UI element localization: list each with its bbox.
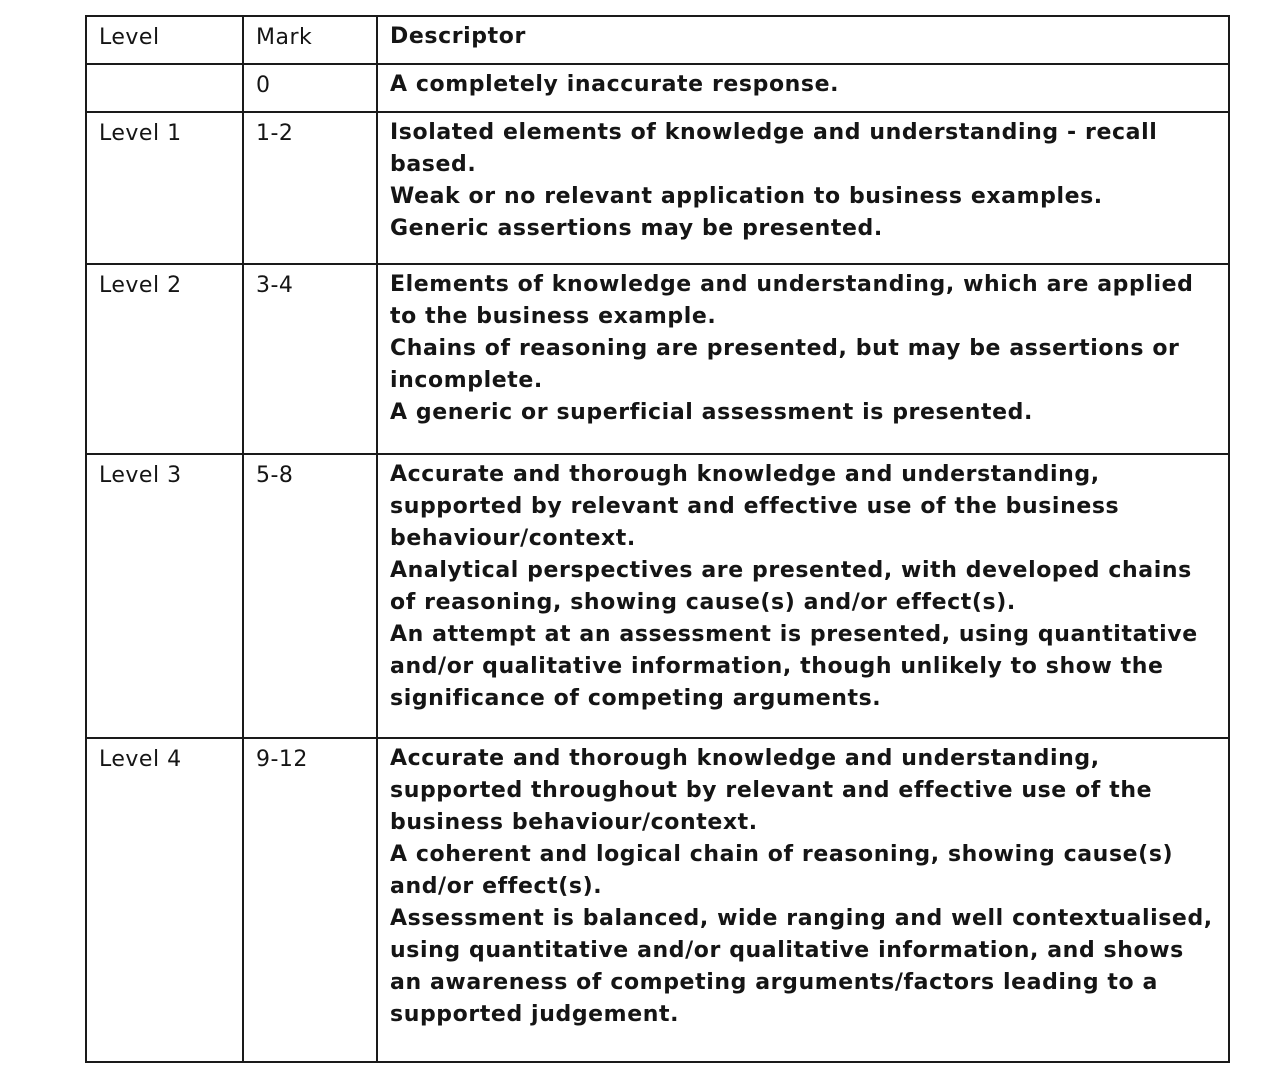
- table-header-row: [86, 16, 1229, 64]
- header-level: Level: [86, 16, 243, 64]
- descriptor-line: Isolated elements of knowledge and understanding - recall based.: [390, 120, 1158, 177]
- mark-cell: 9-12: [243, 738, 377, 1062]
- descriptor-line: Generic assertions may be presented.: [390, 216, 883, 241]
- level-cell: Level 1: [86, 112, 243, 264]
- level-cell: Level 3: [86, 454, 243, 738]
- descriptor-cell: [377, 112, 1229, 264]
- descriptor-line: A completely inaccurate response.: [390, 72, 840, 97]
- level-cell: [86, 64, 243, 112]
- table-row: [86, 264, 1229, 454]
- descriptor-line: Analytical perspectives are presented, with developed chains of reasoning, showing cause(s) and/or effect(s).: [390, 558, 1192, 615]
- header-descriptor-text: Descriptor: [390, 24, 526, 49]
- levels-of-response-sheet: [85, 15, 1228, 1063]
- descriptor-cell: [377, 264, 1229, 454]
- descriptor-line: Weak or no relevant application to business examples.: [390, 184, 1103, 209]
- mark-cell: 1-2: [243, 112, 377, 264]
- descriptor-cell: [377, 454, 1229, 738]
- descriptor-line: Chains of reasoning are presented, but may be assertions or incomplete.: [390, 336, 1180, 393]
- table-row: [86, 64, 1229, 112]
- mark-scheme-table: [85, 15, 1230, 1063]
- table-row: [86, 738, 1229, 1062]
- descriptor-line: A coherent and logical chain of reasoning, showing cause(s) and/or effect(s).: [390, 842, 1174, 899]
- descriptor-cell: [377, 738, 1229, 1062]
- level-cell: Level 2: [86, 264, 243, 454]
- descriptor-line: Accurate and thorough knowledge and understanding, supported throughout by relevant and effective use of the business behaviour/context.: [390, 746, 1153, 835]
- descriptor-line: An attempt at an assessment is presented, using quantitative and/or qualitative information, though unlikely to show the significance of competing arguments.: [390, 622, 1198, 711]
- mark-cell: 5-8: [243, 454, 377, 738]
- level-cell: Level 4: [86, 738, 243, 1062]
- table-row: [86, 454, 1229, 738]
- descriptor-line: A generic or superficial assessment is presented.: [390, 400, 1033, 425]
- mark-cell: 3-4: [243, 264, 377, 454]
- descriptor-line: Assessment is balanced, wide ranging and well contextualised, using quantitative and/or qualitative information, and shows an awareness of competing arguments/factors leading to a supported judgement.: [390, 906, 1213, 1027]
- descriptor-cell: [377, 64, 1229, 112]
- table-row: [86, 112, 1229, 264]
- descriptor-line: Accurate and thorough knowledge and understanding, supported by relevant and effective use of the business behaviour/context.: [390, 462, 1120, 551]
- header-mark: Mark: [243, 16, 377, 64]
- header-descriptor: [377, 16, 1229, 64]
- descriptor-line: Elements of knowledge and understanding, which are applied to the business example.: [390, 272, 1194, 329]
- mark-cell: 0: [243, 64, 377, 112]
